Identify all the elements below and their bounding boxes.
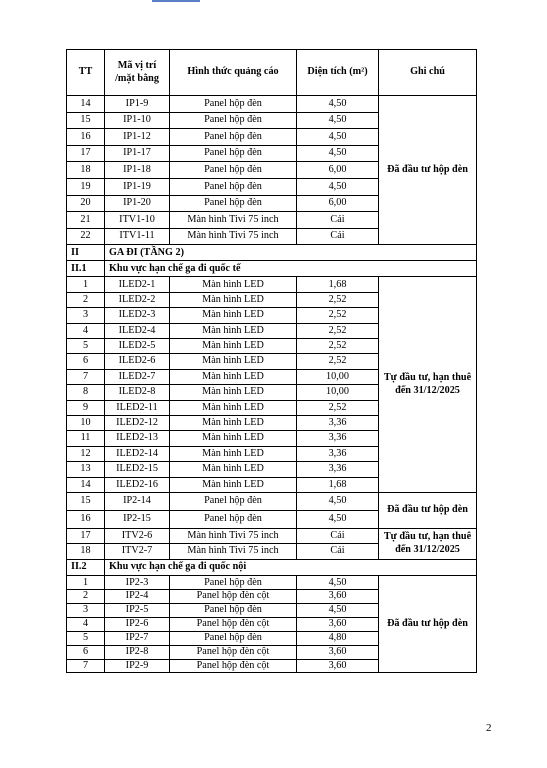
header-position-code: Mã vị trí /mặt bằng	[105, 50, 170, 96]
row-area: 2,52	[297, 292, 379, 307]
row-area: 4,50	[297, 576, 379, 590]
row-area: 2,52	[297, 323, 379, 338]
row-position-code: ILED2-14	[105, 446, 170, 461]
subsection-heading-number: II.1	[67, 260, 105, 277]
row-area: 1,68	[297, 477, 379, 492]
section-heading-title: GA ĐI (TẦNG 2)	[105, 245, 477, 261]
row-area: 2,52	[297, 339, 379, 354]
row-position-code: ITV2-7	[105, 544, 170, 559]
row-ad-type: Màn hình Tivi 75 inch	[170, 228, 297, 245]
row-ad-type: Màn hình LED	[170, 385, 297, 400]
row-area: 2,52	[297, 308, 379, 323]
row-position-code: IP2-15	[105, 510, 170, 528]
row-position-code: IP1-19	[105, 178, 170, 195]
row-tt: 4	[67, 323, 105, 338]
page-number: 2	[486, 722, 492, 734]
row-ad-type: Màn hình Tivi 75 inch	[170, 528, 297, 543]
row-position-code: ILED2-5	[105, 339, 170, 354]
row-tt: 12	[67, 446, 105, 461]
row-position-code: ILED2-15	[105, 462, 170, 477]
row-ad-type: Màn hình LED	[170, 477, 297, 492]
row-tt: 5	[67, 631, 105, 645]
row-position-code: ILED2-2	[105, 292, 170, 307]
row-ad-type: Panel hộp đèn	[170, 145, 297, 162]
header-note: Ghi chú	[379, 50, 477, 96]
row-area: 4,50	[297, 96, 379, 113]
subsection-heading-number: II.2	[67, 559, 105, 576]
row-ad-type: Panel hộp đèn cột	[170, 645, 297, 659]
row-tt: 11	[67, 431, 105, 446]
row-tt: 3	[67, 603, 105, 617]
row-ad-type: Màn hình Tivi 75 inch	[170, 212, 297, 229]
row-area: Cái	[297, 528, 379, 543]
row-ad-type: Panel hộp đèn	[170, 510, 297, 528]
row-ad-type: Panel hộp đèn	[170, 492, 297, 510]
row-area: 3,60	[297, 590, 379, 604]
note-self-invest-lease: Tự đầu tư, hạn thuê đến 31/12/2025	[379, 277, 477, 492]
row-position-code: IP2-14	[105, 492, 170, 510]
row-position-code: IP1-9	[105, 96, 170, 113]
table-row	[67, 576, 477, 590]
subsection-heading-title: Khu vực hạn chế ga đi quốc tế	[105, 260, 477, 277]
row-area: Cái	[297, 544, 379, 559]
row-ad-type: Màn hình LED	[170, 308, 297, 323]
row-position-code: IP2-9	[105, 659, 170, 673]
row-position-code: ILED2-6	[105, 354, 170, 369]
row-ad-type: Màn hình LED	[170, 431, 297, 446]
row-position-code: IP2-6	[105, 617, 170, 631]
section-heading	[67, 245, 477, 261]
row-tt: 9	[67, 400, 105, 415]
row-tt: 18	[67, 162, 105, 179]
row-tt: 19	[67, 178, 105, 195]
table-row	[67, 492, 477, 510]
row-position-code: ILED2-3	[105, 308, 170, 323]
note-invested-lightbox: Đã đầu tư hộp đèn	[379, 96, 477, 245]
row-tt: 1	[67, 277, 105, 292]
row-tt: 1	[67, 576, 105, 590]
row-tt: 6	[67, 354, 105, 369]
row-tt: 17	[67, 145, 105, 162]
row-tt: 10	[67, 415, 105, 430]
row-ad-type: Panel hộp đèn cột	[170, 659, 297, 673]
row-ad-type: Panel hộp đèn	[170, 195, 297, 212]
row-area: 3,36	[297, 415, 379, 430]
row-ad-type: Màn hình LED	[170, 339, 297, 354]
row-position-code: IP2-4	[105, 590, 170, 604]
row-tt: 16	[67, 129, 105, 146]
row-area: 1,68	[297, 277, 379, 292]
row-tt: 14	[67, 477, 105, 492]
row-position-code: ILED2-4	[105, 323, 170, 338]
note-invested-lightbox: Đã đầu tư hộp đèn	[379, 492, 477, 528]
table-row	[67, 277, 477, 292]
row-ad-type: Panel hộp đèn	[170, 631, 297, 645]
note-self-invest-lease: Tự đầu tư, hạn thuê đến 31/12/2025	[379, 528, 477, 559]
table-row	[67, 528, 477, 543]
row-area: 3,60	[297, 659, 379, 673]
row-position-code: ILED2-7	[105, 369, 170, 384]
row-ad-type: Panel hộp đèn	[170, 162, 297, 179]
row-tt: 4	[67, 617, 105, 631]
row-position-code: ILED2-1	[105, 277, 170, 292]
row-area: 4,80	[297, 631, 379, 645]
row-tt: 15	[67, 112, 105, 129]
row-ad-type: Panel hộp đèn cột	[170, 617, 297, 631]
row-ad-type: Màn hình Tivi 75 inch	[170, 544, 297, 559]
row-position-code: ILED2-11	[105, 400, 170, 415]
row-area: 4,50	[297, 178, 379, 195]
row-position-code: ILED2-13	[105, 431, 170, 446]
row-position-code: ITV1-11	[105, 228, 170, 245]
subsection-heading	[67, 260, 477, 277]
row-position-code: IP2-7	[105, 631, 170, 645]
row-area: 2,52	[297, 400, 379, 415]
row-area: 10,00	[297, 369, 379, 384]
row-area: 4,50	[297, 510, 379, 528]
row-ad-type: Màn hình LED	[170, 323, 297, 338]
row-ad-type: Panel hộp đèn	[170, 576, 297, 590]
row-area: Cái	[297, 228, 379, 245]
row-tt: 7	[67, 659, 105, 673]
row-tt: 16	[67, 510, 105, 528]
row-area: 3,60	[297, 645, 379, 659]
row-position-code: IP1-18	[105, 162, 170, 179]
row-position-code: ITV2-6	[105, 528, 170, 543]
row-area: 4,50	[297, 492, 379, 510]
row-tt: 7	[67, 369, 105, 384]
row-ad-type: Panel hộp đèn	[170, 112, 297, 129]
row-tt: 17	[67, 528, 105, 543]
row-tt: 20	[67, 195, 105, 212]
row-position-code: IP2-5	[105, 603, 170, 617]
row-position-code: IP1-20	[105, 195, 170, 212]
note-invested-lightbox: Đã đầu tư hộp đèn	[379, 576, 477, 673]
subsection-heading	[67, 559, 477, 576]
row-area: Cái	[297, 212, 379, 229]
row-area: 2,52	[297, 354, 379, 369]
advertising-positions-table	[66, 49, 477, 673]
header-area: Diện tích (m²)	[297, 50, 379, 96]
row-ad-type: Màn hình LED	[170, 369, 297, 384]
row-area: 3,36	[297, 462, 379, 477]
row-ad-type: Màn hình LED	[170, 400, 297, 415]
row-position-code: IP1-12	[105, 129, 170, 146]
row-ad-type: Màn hình LED	[170, 446, 297, 461]
header-tt: TT	[67, 50, 105, 96]
row-tt: 22	[67, 228, 105, 245]
row-position-code: IP1-17	[105, 145, 170, 162]
row-position-code: IP2-8	[105, 645, 170, 659]
row-ad-type: Panel hộp đèn	[170, 603, 297, 617]
row-area: 3,36	[297, 446, 379, 461]
row-ad-type: Màn hình LED	[170, 292, 297, 307]
row-area: 10,00	[297, 385, 379, 400]
row-ad-type: Màn hình LED	[170, 354, 297, 369]
row-tt: 13	[67, 462, 105, 477]
row-tt: 18	[67, 544, 105, 559]
row-area: 3,36	[297, 431, 379, 446]
row-position-code: ITV1-10	[105, 212, 170, 229]
row-tt: 2	[67, 292, 105, 307]
row-position-code: ILED2-12	[105, 415, 170, 430]
table-header-row	[67, 50, 477, 96]
row-tt: 14	[67, 96, 105, 113]
top-accent-line	[152, 0, 200, 2]
row-position-code: IP2-3	[105, 576, 170, 590]
table-row	[67, 96, 477, 113]
section-heading-number: II	[67, 245, 105, 261]
row-area: 6,00	[297, 162, 379, 179]
subsection-heading-title: Khu vực hạn chế ga đi quốc nội	[105, 559, 477, 576]
row-position-code: ILED2-8	[105, 385, 170, 400]
row-area: 4,50	[297, 112, 379, 129]
row-area: 4,50	[297, 129, 379, 146]
row-ad-type: Panel hộp đèn cột	[170, 590, 297, 604]
row-tt: 8	[67, 385, 105, 400]
row-ad-type: Panel hộp đèn	[170, 178, 297, 195]
row-tt: 6	[67, 645, 105, 659]
row-area: 4,50	[297, 145, 379, 162]
row-area: 4,50	[297, 603, 379, 617]
row-tt: 5	[67, 339, 105, 354]
row-tt: 2	[67, 590, 105, 604]
row-position-code: IP1-10	[105, 112, 170, 129]
row-area: 6,00	[297, 195, 379, 212]
row-ad-type: Màn hình LED	[170, 277, 297, 292]
row-tt: 3	[67, 308, 105, 323]
row-ad-type: Panel hộp đèn	[170, 96, 297, 113]
header-ad-type: Hình thức quảng cáo	[170, 50, 297, 96]
row-ad-type: Panel hộp đèn	[170, 129, 297, 146]
row-tt: 15	[67, 492, 105, 510]
row-tt: 21	[67, 212, 105, 229]
row-ad-type: Màn hình LED	[170, 415, 297, 430]
row-ad-type: Màn hình LED	[170, 462, 297, 477]
row-position-code: ILED2-16	[105, 477, 170, 492]
row-area: 3,60	[297, 617, 379, 631]
